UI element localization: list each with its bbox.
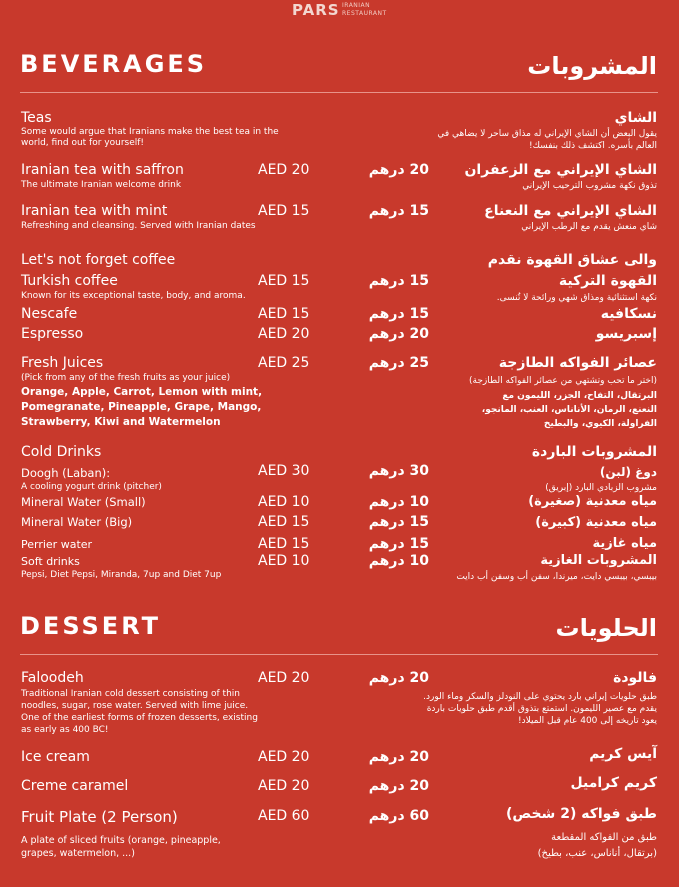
item-name: Teas <box>21 110 52 126</box>
item-price-ar: 25 درهم <box>368 355 429 371</box>
item-name-ar: نسكافيه <box>600 306 657 322</box>
item-name: Mineral Water (Big) <box>21 515 133 529</box>
brand-logo: PARS <box>292 1 340 19</box>
item-price-ar: 20 درهم <box>368 162 429 178</box>
item-price-ar: 20 درهم <box>368 326 429 342</box>
item-desc-ar: مشروب الزبادي البارد (إبريق) <box>545 483 657 493</box>
item-desc-ar: طبق حلويات إيراني بارد يحتوي على النودلز والسكر وماء الورد. يقدم مع عصير الليمون. استمتع بتذوق أقدم طبق حلويات باردة يعود تاريخه إلى 400 عام قبل الميلاد! <box>423 692 657 726</box>
item-name: Iranian tea with saffron <box>21 162 184 178</box>
item-name-ar: القهوة التركية <box>558 273 657 289</box>
section-divider <box>20 92 658 93</box>
brand-subtitle: IRANIAN RESTAURANT <box>342 2 387 17</box>
item-price-ar: 20 درهم <box>368 778 429 794</box>
item-price: AED 10 <box>258 494 310 510</box>
item-price: AED 30 <box>258 463 310 479</box>
item-name-ar: آيس كريم <box>589 746 657 762</box>
item-name-ar: مياه معدنية (صغيرة) <box>528 494 657 509</box>
section-title-beverages-ar: المشروبات <box>527 52 657 80</box>
item-name: Espresso <box>21 326 84 342</box>
item-price: AED 20 <box>258 162 310 178</box>
item-price: AED 10 <box>258 553 310 569</box>
item-name: Perrier water <box>21 538 93 551</box>
item-name: Iranian tea with mint <box>21 203 168 219</box>
item-price-ar: 15 درهم <box>368 203 429 219</box>
item-desc: (Pick from any of the fresh fruits as your juice) <box>21 373 231 383</box>
item-price-ar: 30 درهم <box>368 463 429 479</box>
item-name-ar: دوغ (لبن) <box>599 465 657 479</box>
item-name: Turkish coffee <box>21 273 118 289</box>
item-desc-ar: يقول البعض أن الشاي الإيراني له مذاق ساحر لا يضاهي في العالم بأسره. اكتشف ذلك بنفسك! <box>437 129 657 151</box>
item-name: Ice cream <box>21 749 90 765</box>
juice-list-line: Pomegranate, Pineapple, Grape, Mango, <box>21 401 262 413</box>
item-name: Soft drinks <box>21 555 80 568</box>
item-name-ar: فالودة <box>613 670 657 686</box>
item-name-ar: المشروبات الغازية <box>540 553 657 568</box>
item-price-ar: 15 درهم <box>368 514 429 530</box>
subheading-coffee: Let's not forget coffee <box>21 252 176 268</box>
item-desc-ar: بيبسي، بيبسي دايت، ميرندا، سفن أب وسفن أب دايت <box>456 572 657 582</box>
subheading-cold-drinks: Cold Drinks <box>21 444 102 460</box>
item-desc-ar: شاي منعش يقدم مع الرطب الإيراني <box>521 222 657 232</box>
item-name-ar: طبق فواكه (2 شخص) <box>505 806 657 822</box>
item-price: AED 15 <box>258 514 310 530</box>
item-desc-ar: (برتقال، أناناس، عنب، بطيخ) <box>537 848 657 859</box>
item-desc: Some would argue that Iranians make the best tea in the world, find out for yourself! <box>21 127 279 148</box>
item-name-ar: إسبريسو <box>595 326 657 342</box>
item-name: Faloodeh <box>21 670 84 686</box>
item-name: Fresh Juices <box>21 355 104 371</box>
item-name-ar: مياه غازية <box>592 536 657 551</box>
item-price-ar: 20 درهم <box>368 749 429 765</box>
item-price-ar: 15 درهم <box>368 536 429 552</box>
item-price-ar: 60 درهم <box>368 808 429 824</box>
item-price: AED 15 <box>258 306 310 322</box>
section-title-dessert: DESSERT <box>20 612 161 640</box>
section-divider <box>20 654 658 655</box>
item-desc-ar: (اختر ما تحب وتشتهي من عصائر الفواكه الطازجة) <box>469 376 657 386</box>
item-price: AED 20 <box>258 778 310 794</box>
item-price: AED 20 <box>258 670 310 686</box>
subheading-cold-drinks-ar: المشروبات الباردة <box>531 444 657 460</box>
item-name: Mineral Water (Small) <box>21 495 146 509</box>
item-desc-ar: تذوق نكهة مشروب الترحيب الإيراني <box>522 181 657 191</box>
juice-list-line: Strawberry, Kiwi and Watermelon <box>21 416 221 428</box>
item-name: Doogh (Laban): <box>21 466 111 480</box>
item-name-ar: الشاي الإيراني مع الزعفران <box>464 162 657 178</box>
item-name-ar: الشاي الإيراني مع النعناع <box>484 203 657 219</box>
item-price-ar: 20 درهم <box>368 670 429 686</box>
subheading-coffee-ar: والى عشاق القهوة نقدم <box>487 252 657 268</box>
item-price: AED 25 <box>258 355 310 371</box>
item-name: Fruit Plate (2 Person) <box>21 808 178 826</box>
item-desc: Refreshing and cleansing. Served with Iranian dates <box>21 221 256 231</box>
section-title-dessert-ar: الحلويات <box>555 614 657 642</box>
item-desc: Pepsi, Diet Pepsi, Miranda, 7up and Diet 7up <box>21 570 222 580</box>
item-name-ar: مياه معدنية (كبيرة) <box>535 515 657 530</box>
item-price: AED 15 <box>258 536 310 552</box>
juice-list-line-ar: البرتقال، التفاح، الجزر، الليمون مع <box>502 391 657 401</box>
item-price-ar: 10 درهم <box>368 494 429 510</box>
juice-list-line: Orange, Apple, Carrot, Lemon with mint, <box>21 386 263 398</box>
item-desc: A cooling yogurt drink (pitcher) <box>21 482 162 492</box>
item-desc: Traditional Iranian cold dessert consisting of thin noodles, sugar, rose water. Served with lime juice. One of the earliest forms of frozen desserts, existing as early as 400 BC! <box>21 689 258 735</box>
item-desc-ar: نكهة استثنائية ومذاق شهي ورائحة لا تُنسى. <box>496 293 657 303</box>
item-price: AED 15 <box>258 203 310 219</box>
item-desc: Known for its exceptional taste, body, and aroma. <box>21 291 246 301</box>
item-name-ar: الشاي <box>614 110 657 126</box>
item-price: AED 20 <box>258 326 310 342</box>
item-price-ar: 15 درهم <box>368 273 429 289</box>
item-name-ar: كريم كراميل <box>570 775 657 791</box>
item-price-ar: 10 درهم <box>368 553 429 569</box>
juice-list-line-ar: النعنع، الرمان، الأناناس، العنب، المانجو، <box>481 405 657 415</box>
item-price: AED 20 <box>258 749 310 765</box>
item-name-ar: عصائر الفواكه الطازجة <box>498 355 657 371</box>
item-price: AED 15 <box>258 273 310 289</box>
juice-list-line-ar: الفراولة، الكيوي، والبطيخ <box>543 419 657 429</box>
section-title-beverages: BEVERAGES <box>20 50 208 78</box>
item-price-ar: 15 درهم <box>368 306 429 322</box>
item-price: AED 60 <box>258 808 310 824</box>
item-name: Nescafe <box>21 306 78 322</box>
item-desc: The ultimate Iranian welcome drink <box>21 180 182 190</box>
item-desc-ar: طبق من الفواكه المقطعة <box>551 832 657 843</box>
item-desc: A plate of sliced fruits (orange, pineapple, grapes, watermelon, ...) <box>21 835 221 859</box>
item-name: Creme caramel <box>21 778 129 794</box>
